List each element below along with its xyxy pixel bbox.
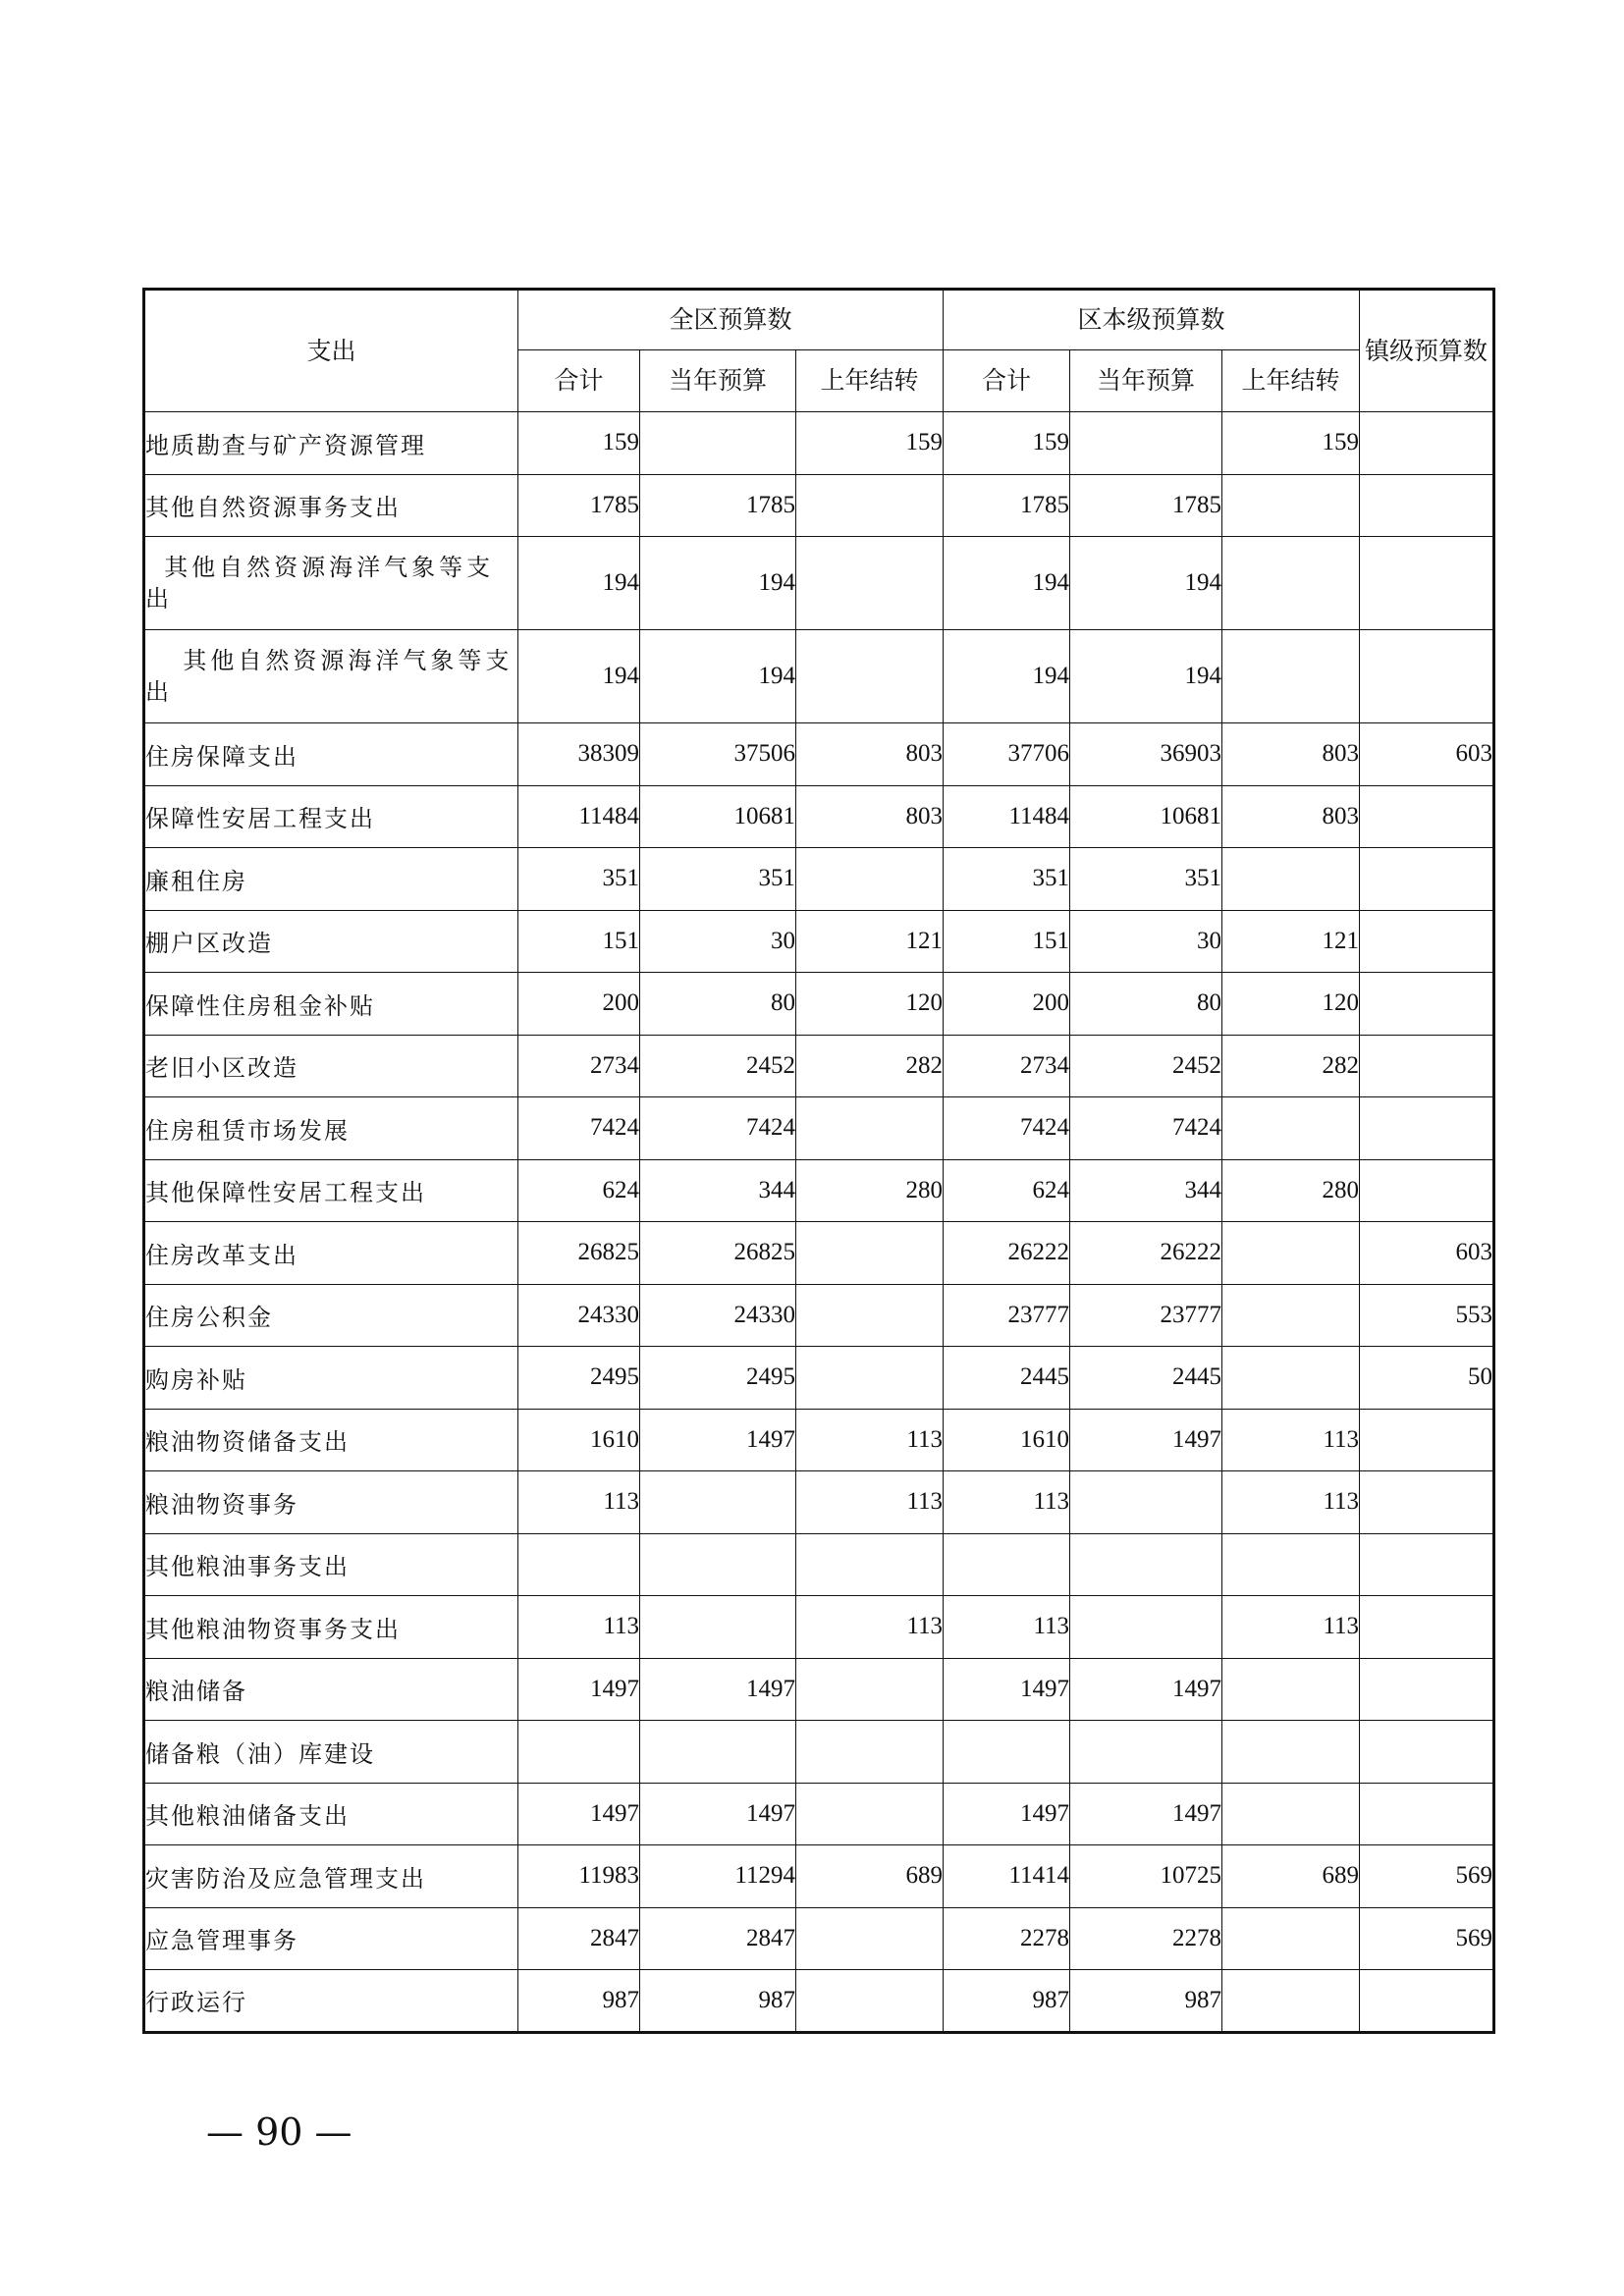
level-carryover-cell <box>1222 1783 1360 1845</box>
table-row <box>144 1845 1494 1908</box>
town-level-cell: 603 <box>1360 1222 1494 1285</box>
level-carryover-cell: 803 <box>1222 723 1360 786</box>
level-current-year-cell: 351 <box>1070 848 1222 911</box>
district-total-cell: 200 <box>518 973 640 1036</box>
level-current-year-cell: 10725 <box>1070 1845 1222 1908</box>
town-level-cell <box>1360 1533 1494 1596</box>
row-label: 其他自然资源海洋气象等支出 <box>144 630 518 723</box>
level-total-cell: 624 <box>944 1159 1070 1222</box>
level-carryover-cell <box>1222 1222 1360 1285</box>
district-current-year-cell: 7424 <box>640 1097 796 1160</box>
district-current-year-cell <box>640 412 796 475</box>
row-label: 其他自然资源海洋气象等支出 <box>144 537 518 630</box>
level-carryover-cell <box>1222 1347 1360 1410</box>
town-level-cell <box>1360 973 1494 1036</box>
district-current-year-cell: 1497 <box>640 1409 796 1471</box>
district-current-year-cell <box>640 1471 796 1534</box>
table-row <box>144 785 1494 848</box>
level-total-cell: 1497 <box>944 1658 1070 1721</box>
level-current-year-cell: 36903 <box>1070 723 1222 786</box>
town-level-cell <box>1360 1471 1494 1534</box>
town-level-cell <box>1360 1097 1494 1160</box>
district-current-year-cell: 1785 <box>640 474 796 537</box>
table-row <box>144 1970 1494 2033</box>
district-carryover-cell <box>796 474 944 537</box>
town-level-cell <box>1360 1035 1494 1097</box>
district-total-cell: 351 <box>518 848 640 911</box>
table-row <box>144 537 1494 630</box>
row-label: 其他自然资源事务支出 <box>144 474 518 537</box>
row-label: 地质勘查与矿产资源管理 <box>144 412 518 475</box>
district-current-year-cell: 1497 <box>640 1783 796 1845</box>
town-level-cell: 569 <box>1360 1845 1494 1908</box>
budget-table <box>142 288 1495 2034</box>
district-current-year-cell: 2847 <box>640 1907 796 1970</box>
level-current-year-cell: 80 <box>1070 973 1222 1036</box>
town-level-cell <box>1360 848 1494 911</box>
district-carryover-cell: 282 <box>796 1035 944 1097</box>
town-level-cell <box>1360 1409 1494 1471</box>
level-total-cell: 987 <box>944 1970 1070 2033</box>
district-current-year-cell: 987 <box>640 1970 796 2033</box>
district-total-cell: 194 <box>518 630 640 723</box>
district-current-year-cell: 30 <box>640 910 796 973</box>
table-row <box>144 1409 1494 1471</box>
district-carryover-cell <box>796 1783 944 1845</box>
table-row <box>144 1159 1494 1222</box>
table-row <box>144 973 1494 1036</box>
level-total-cell: 1497 <box>944 1783 1070 1845</box>
row-label: 应急管理事务 <box>144 1907 518 1970</box>
district-carryover-cell: 803 <box>796 723 944 786</box>
row-label: 购房补贴 <box>144 1347 518 1410</box>
town-level-cell: 603 <box>1360 723 1494 786</box>
row-label: 储备粮（油）库建设 <box>144 1721 518 1784</box>
town-level-cell: 569 <box>1360 1907 1494 1970</box>
district-carryover-cell: 113 <box>796 1471 944 1534</box>
table-row <box>144 1097 1494 1160</box>
district-level-header: 区本级预算数 <box>944 290 1360 350</box>
district-total-cell: 11484 <box>518 785 640 848</box>
table-row <box>144 1035 1494 1097</box>
district-current-year-cell: 351 <box>640 848 796 911</box>
row-label: 行政运行 <box>144 1970 518 2033</box>
level-carryover-cell <box>1222 1533 1360 1596</box>
level-carryover-cell <box>1222 1658 1360 1721</box>
level-total-cell: 351 <box>944 848 1070 911</box>
row-label: 粮油物资事务 <box>144 1471 518 1534</box>
district-carryover-cell <box>796 1097 944 1160</box>
level-total-cell: 11414 <box>944 1845 1070 1908</box>
district-current-year-cell: 194 <box>640 537 796 630</box>
district-total-cell: 2734 <box>518 1035 640 1097</box>
district-current-year-cell: 24330 <box>640 1284 796 1347</box>
level-current-year-cell: 26222 <box>1070 1222 1222 1285</box>
district-total-cell: 2847 <box>518 1907 640 1970</box>
level-current-year-cell: 10681 <box>1070 785 1222 848</box>
level-total-cell: 194 <box>944 537 1070 630</box>
row-label: 灾害防治及应急管理支出 <box>144 1845 518 1908</box>
level-total-cell: 2445 <box>944 1347 1070 1410</box>
table-row <box>144 630 1494 723</box>
district-carryover-cell <box>796 1222 944 1285</box>
level-current-year-cell: 1497 <box>1070 1783 1222 1845</box>
level-current-year-cell <box>1070 1533 1222 1596</box>
district-total-cell: 151 <box>518 910 640 973</box>
level-carryover-cell: 113 <box>1222 1409 1360 1471</box>
district-total-cell: 113 <box>518 1471 640 1534</box>
level-total-cell: 200 <box>944 973 1070 1036</box>
table-row <box>144 910 1494 973</box>
row-label: 保障性住房租金补贴 <box>144 973 518 1036</box>
level-carryover-cell <box>1222 537 1360 630</box>
level-carryover-header: 上年结转 <box>1222 350 1360 412</box>
town-level-cell <box>1360 1970 1494 2033</box>
table-row <box>144 1533 1494 1596</box>
district-carryover-cell <box>796 1347 944 1410</box>
level-current-year-cell: 2278 <box>1070 1907 1222 1970</box>
table-row <box>144 1471 1494 1534</box>
row-label: 住房公积金 <box>144 1284 518 1347</box>
table-row <box>144 848 1494 911</box>
row-label: 粮油物资储备支出 <box>144 1409 518 1471</box>
district-current-year-cell <box>640 1533 796 1596</box>
level-total-cell: 37706 <box>944 723 1070 786</box>
town-level-cell <box>1360 1783 1494 1845</box>
row-label: 老旧小区改造 <box>144 1035 518 1097</box>
level-carryover-cell: 803 <box>1222 785 1360 848</box>
level-total-cell: 113 <box>944 1471 1070 1534</box>
district-total-header: 全区预算数 <box>518 290 944 350</box>
level-current-year-cell: 194 <box>1070 537 1222 630</box>
district-carryover-cell <box>796 1533 944 1596</box>
district-total-cell: 624 <box>518 1159 640 1222</box>
level-current-year-cell: 1497 <box>1070 1409 1222 1471</box>
level-total-cell: 26222 <box>944 1222 1070 1285</box>
district-total-cell: 7424 <box>518 1097 640 1160</box>
level-total-cell: 23777 <box>944 1284 1070 1347</box>
level-total-cell <box>944 1721 1070 1784</box>
page-number: — 90 — <box>206 2110 352 2154</box>
district-current-year-cell <box>640 1721 796 1784</box>
row-label: 廉租住房 <box>144 848 518 911</box>
district-total-cell: 194 <box>518 537 640 630</box>
district-current-year-cell: 194 <box>640 630 796 723</box>
town-level-cell <box>1360 412 1494 475</box>
level-carryover-cell: 689 <box>1222 1845 1360 1908</box>
level-total-sum-header: 合计 <box>944 350 1070 412</box>
level-carryover-cell: 280 <box>1222 1159 1360 1222</box>
district-current-year-cell: 2495 <box>640 1347 796 1410</box>
district-current-year-cell: 10681 <box>640 785 796 848</box>
district-current-year-cell: 344 <box>640 1159 796 1222</box>
level-current-year-cell <box>1070 412 1222 475</box>
row-label: 棚户区改造 <box>144 910 518 973</box>
district-total-cell: 26825 <box>518 1222 640 1285</box>
level-total-cell: 1785 <box>944 474 1070 537</box>
town-level-cell <box>1360 910 1494 973</box>
district-total-cell: 1497 <box>518 1783 640 1845</box>
row-label: 其他粮油事务支出 <box>144 1533 518 1596</box>
district-carryover-cell <box>796 1907 944 1970</box>
district-carryover-cell: 113 <box>796 1596 944 1659</box>
level-total-cell: 1610 <box>944 1409 1070 1471</box>
district-carryover-cell: 113 <box>796 1409 944 1471</box>
town-level-cell <box>1360 1159 1494 1222</box>
level-carryover-cell: 159 <box>1222 412 1360 475</box>
row-label: 粮油储备 <box>144 1658 518 1721</box>
district-total-cell: 1610 <box>518 1409 640 1471</box>
table-row <box>144 1721 1494 1784</box>
level-current-year-header: 当年预算 <box>1070 350 1222 412</box>
district-current-year-cell: 2452 <box>640 1035 796 1097</box>
expense-header: 支出 <box>144 290 518 412</box>
town-level-header: 镇级预算数 <box>1360 290 1494 412</box>
level-carryover-cell <box>1222 1097 1360 1160</box>
level-total-cell: 2734 <box>944 1035 1070 1097</box>
district-carryover-cell <box>796 1284 944 1347</box>
table-row <box>144 723 1494 786</box>
district-carryover-header: 上年结转 <box>796 350 944 412</box>
district-carryover-cell: 689 <box>796 1845 944 1908</box>
district-total-cell: 2495 <box>518 1347 640 1410</box>
level-total-cell: 159 <box>944 412 1070 475</box>
level-current-year-cell: 344 <box>1070 1159 1222 1222</box>
level-total-cell: 113 <box>944 1596 1070 1659</box>
district-current-year-header: 当年预算 <box>640 350 796 412</box>
row-label: 保障性安居工程支出 <box>144 785 518 848</box>
row-label: 其他粮油物资事务支出 <box>144 1596 518 1659</box>
town-level-cell: 50 <box>1360 1347 1494 1410</box>
level-current-year-cell: 194 <box>1070 630 1222 723</box>
level-total-cell: 7424 <box>944 1097 1070 1160</box>
level-carryover-cell <box>1222 1721 1360 1784</box>
district-total-cell: 987 <box>518 1970 640 2033</box>
level-current-year-cell: 7424 <box>1070 1097 1222 1160</box>
district-total-cell: 11983 <box>518 1845 640 1908</box>
level-total-cell: 151 <box>944 910 1070 973</box>
level-current-year-cell: 2445 <box>1070 1347 1222 1410</box>
table-row <box>144 1658 1494 1721</box>
district-total-sum-header: 合计 <box>518 350 640 412</box>
level-current-year-cell: 30 <box>1070 910 1222 973</box>
table-row <box>144 1596 1494 1659</box>
district-current-year-cell: 80 <box>640 973 796 1036</box>
district-total-cell: 24330 <box>518 1284 640 1347</box>
row-label: 其他保障性安居工程支出 <box>144 1159 518 1222</box>
table-row <box>144 474 1494 537</box>
town-level-cell <box>1360 1721 1494 1784</box>
town-level-cell <box>1360 537 1494 630</box>
level-current-year-cell: 2452 <box>1070 1035 1222 1097</box>
row-label: 其他粮油储备支出 <box>144 1783 518 1845</box>
town-level-cell <box>1360 630 1494 723</box>
district-current-year-cell: 11294 <box>640 1845 796 1908</box>
level-current-year-cell <box>1070 1471 1222 1534</box>
district-carryover-cell <box>796 630 944 723</box>
level-carryover-cell <box>1222 848 1360 911</box>
district-carryover-cell: 803 <box>796 785 944 848</box>
district-carryover-cell <box>796 848 944 911</box>
district-current-year-cell: 37506 <box>640 723 796 786</box>
table-row <box>144 1907 1494 1970</box>
district-current-year-cell: 1497 <box>640 1658 796 1721</box>
level-carryover-cell: 121 <box>1222 910 1360 973</box>
district-carryover-cell: 159 <box>796 412 944 475</box>
district-total-cell: 113 <box>518 1596 640 1659</box>
table-row <box>144 1347 1494 1410</box>
district-current-year-cell <box>640 1596 796 1659</box>
level-current-year-cell: 23777 <box>1070 1284 1222 1347</box>
level-current-year-cell: 1497 <box>1070 1658 1222 1721</box>
level-total-cell: 2278 <box>944 1907 1070 1970</box>
town-level-cell: 553 <box>1360 1284 1494 1347</box>
town-level-cell <box>1360 474 1494 537</box>
table-row <box>144 1284 1494 1347</box>
district-carryover-cell <box>796 537 944 630</box>
district-total-cell: 159 <box>518 412 640 475</box>
level-carryover-cell <box>1222 630 1360 723</box>
district-total-cell <box>518 1721 640 1784</box>
district-total-cell <box>518 1533 640 1596</box>
level-carryover-cell <box>1222 1970 1360 2033</box>
level-carryover-cell: 113 <box>1222 1596 1360 1659</box>
level-carryover-cell <box>1222 1907 1360 1970</box>
district-carryover-cell: 121 <box>796 910 944 973</box>
level-current-year-cell <box>1070 1596 1222 1659</box>
level-total-cell <box>944 1533 1070 1596</box>
level-total-cell: 194 <box>944 630 1070 723</box>
level-total-cell: 11484 <box>944 785 1070 848</box>
district-carryover-cell: 280 <box>796 1159 944 1222</box>
town-level-cell <box>1360 1596 1494 1659</box>
level-carryover-cell: 113 <box>1222 1471 1360 1534</box>
level-carryover-cell: 282 <box>1222 1035 1360 1097</box>
district-total-cell: 38309 <box>518 723 640 786</box>
level-carryover-cell <box>1222 1284 1360 1347</box>
district-carryover-cell <box>796 1721 944 1784</box>
level-carryover-cell <box>1222 474 1360 537</box>
district-current-year-cell: 26825 <box>640 1222 796 1285</box>
level-carryover-cell: 120 <box>1222 973 1360 1036</box>
district-total-cell: 1497 <box>518 1658 640 1721</box>
district-carryover-cell: 120 <box>796 973 944 1036</box>
district-carryover-cell <box>796 1970 944 2033</box>
district-carryover-cell <box>796 1658 944 1721</box>
level-current-year-cell: 1785 <box>1070 474 1222 537</box>
table-row <box>144 1783 1494 1845</box>
table-row <box>144 1222 1494 1285</box>
town-level-cell <box>1360 1658 1494 1721</box>
table-row <box>144 412 1494 475</box>
district-total-cell: 1785 <box>518 474 640 537</box>
row-label: 住房改革支出 <box>144 1222 518 1285</box>
row-label: 住房租赁市场发展 <box>144 1097 518 1160</box>
level-current-year-cell: 987 <box>1070 1970 1222 2033</box>
town-level-cell <box>1360 785 1494 848</box>
level-current-year-cell <box>1070 1721 1222 1784</box>
row-label: 住房保障支出 <box>144 723 518 786</box>
